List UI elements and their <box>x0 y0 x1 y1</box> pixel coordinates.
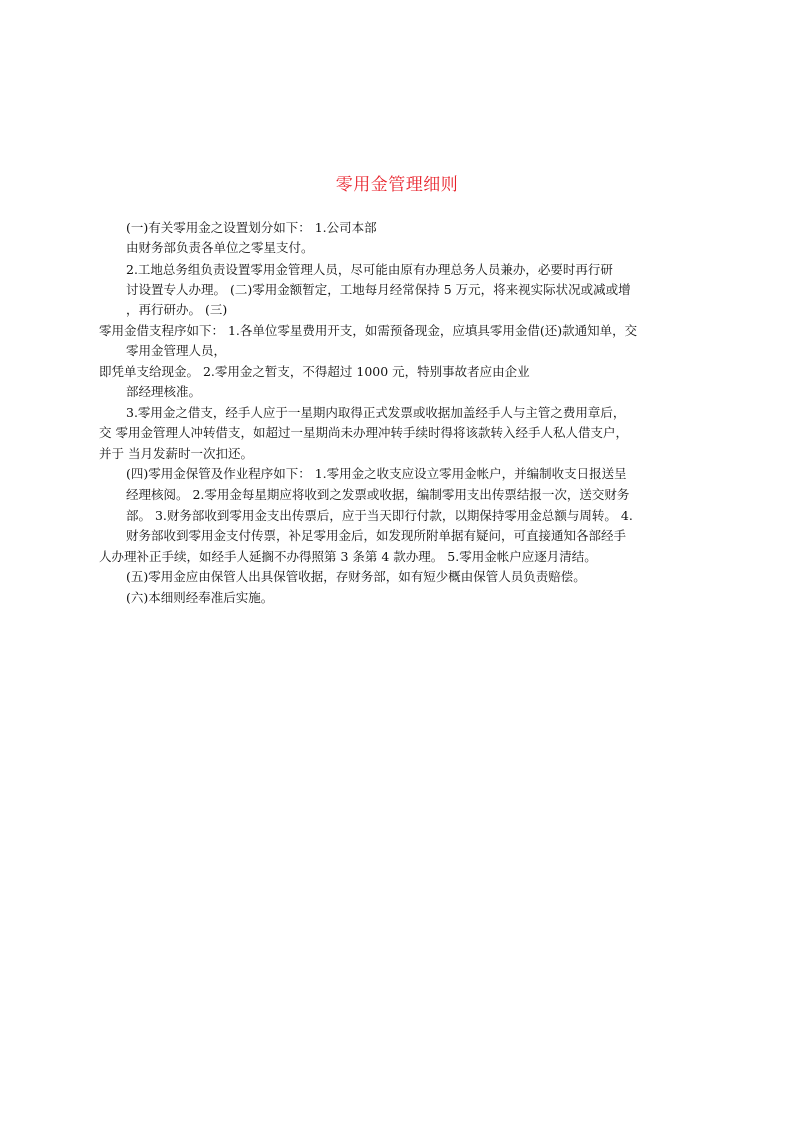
body-line: 即凭单支给现金。 2.零用金之暂支，不得超过 1000 元，特别事故者应由企业 <box>99 364 530 379</box>
body-line: (六)本细则经奉准后实施。 <box>126 590 274 605</box>
body-line: 3.零用金之借支，经手人应于一星期内取得正式发票或收据加盖经手人与主管之费用章后， <box>126 405 626 420</box>
body-line: 2.工地总务组负责设置零用金管理人员，尽可能由原有办理总务人员兼办，必要时再行研 <box>126 262 613 277</box>
body-line: 并于 当月发薪时一次扣还。 <box>99 446 253 461</box>
body-line: 由财务部负责各单位之零星支付。 <box>126 240 314 255</box>
body-line: 人办理补正手续，如经手人延搁不办得照第 3 条第 4 款办理。 5.零用金帐户应逐月清结。 <box>99 549 597 564</box>
body-line: (四)零用金保管及作业程序如下： 1.零用金之收支应设立零用金帐户，并编制收支日报送呈 <box>126 466 627 481</box>
document-title: 零用金管理细则 <box>335 175 459 195</box>
body-line: 零用金借支程序如下： 1.各单位零星费用开支，如需预备现金，应填具零用金借(还)款通知单，交 <box>99 323 638 338</box>
body-line: 零用金管理人员， <box>126 343 227 358</box>
body-line: 讨设置专人办理。 (二)零用金额暂定，工地每月经常保持 5 万元，将来视实际状况或减或增 <box>126 282 631 297</box>
body-line: 财务部收到零用金支付传票，补足零用金后，如发现所附单据有疑问，可直接通知各部经手 <box>126 528 627 543</box>
body-line: 交 零用金管理人冲转借支，如超过一星期尚未办理冲转手续时得将该款转入经手人私人借支户， <box>99 425 628 440</box>
body-line: 经理核阅。 2.零用金每星期应将收到之发票或收据，编制零用支出传票结报一次，送交财务 <box>126 487 630 502</box>
body-line: (一)有关零用金之设置划分如下： 1.公司本部 <box>126 220 377 235</box>
body-line: 部。 3.财务部收到零用金支出传票后，应于当天即行付款，以期保持零用金总额与周转。 4. <box>126 508 633 523</box>
body-line: 部经理核准。 <box>126 384 202 399</box>
body-line: ，再行研办。 (三) <box>126 302 228 317</box>
body-line: (五)零用金应由保管人出具保管收据，存财务部，如有短少概由保管人员负责赔偿。 <box>126 569 586 584</box>
